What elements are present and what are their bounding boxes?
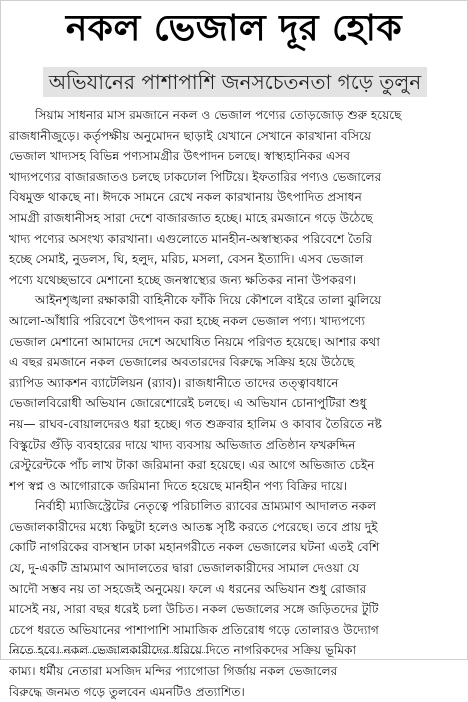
article-line: আলো-আঁধারি পরিবেশে উৎপাদন করা হচ্ছে নকল ভেজাল পণ্য। খাদ্যপণ্যে bbox=[9, 313, 365, 328]
article-line: নয়— রাঘব-বোয়ালদেরও ধরা হচ্ছে। গত শুক্রবার হালিম ও কাবাব তৈরিতে নষ্ট bbox=[9, 416, 382, 431]
article-line: এ বছর রমজানে নকল ভেজালের অবতারদের বিরুদ্ধে সক্রিয় হয়ে উঠেছে bbox=[9, 355, 355, 370]
article-line: রাজধানীজুড়ে। কর্তৃপক্ষীয় অনুমোদন ছাড়াই যেখানে সেখানে কারখানা বসিয়ে bbox=[9, 128, 372, 143]
article-line: বিরুদ্ধে জনমত গড়ে তুলবেন এমনটিও প্রত্যাশিত। bbox=[9, 684, 245, 699]
article-line: খাদ্যপণ্যের বাজারজাতও চলছে ঢাকঢোল পিটিয়ে। ইফতারির পণ্যও ভেজালের bbox=[9, 169, 382, 184]
article-line: বিষমুক্ত থাকছে না। ঈদকে সামনে রেখে নকল কারখানায় উৎপাদিত প্রসাধন bbox=[9, 190, 362, 205]
article-line: হচ্ছে সেমাই, নুডলস, ঘি, হলুদ, মরিচ, মসলা, বেসন ইত্যাদি। এসব ভেজাল bbox=[9, 252, 364, 267]
article-line: চেপে ধরতে অভিযানের পাশাপাশি সামাজিক প্রতিরোধ গড়ে তোলারও উদ্যোগ bbox=[9, 622, 379, 637]
article-line: ভেজাল মেশানো আমাদের দেশে অঘোষিত নিয়মে পরিণত হয়েছে। আশার কথা bbox=[9, 334, 380, 349]
article-line: কোটি নাগরিকের বাসস্থান ঢাকা মহানগরীতে নকল ভেজালের ঘটনা এতই বেশি bbox=[9, 540, 380, 555]
subheadline: অভিযানের পাশাপাশি জনসচেতনতা গড়ে তুলুন bbox=[48, 70, 422, 94]
article-line: নিতে হবে। নকল ভেজালকারীদের ধরিয়ে দিতে নাগরিকদের সক্রিয় ভূমিকা bbox=[9, 643, 357, 658]
clipping-bottom-edge bbox=[9, 652, 209, 659]
article-body bbox=[9, 105, 459, 702]
article-line: আদৌ সম্ভব নয় তা সহজেই অনুমেয়। ফলে এ ধরনের অভিযান শুধু রোজার bbox=[9, 581, 367, 596]
article-line: ভেজালবিরোধী অভিযান জোরেশোরেই চলছে। এ অভিযান চোনাপুটিরা শুধু bbox=[9, 396, 367, 411]
article-line: বিস্কুটের গুঁড়ি ব্যবহারের দায়ে খাদ্য ব্যবসায় অভিজাত প্রতিষ্ঠান ফখরুদ্দিন bbox=[9, 437, 356, 452]
article-line: রেস্টুরেন্টকে পাঁচ লাখ টাকা জরিমানা করা হয়েছে। এর আগে অভিজাত চেইন bbox=[9, 458, 375, 473]
article-line: সামগ্রী রাজধানীসহ সারা দেশে বাজারজাত হচ্ছে। মাহে রমজানে গড়ে উঠেছে bbox=[9, 210, 373, 225]
article-line: সিয়াম সাধনার মাস রমজানে নকল ও ভেজাল পণ্যের তোড়জোড় শুরু হয়েছে bbox=[35, 108, 402, 122]
article-line: খাদ্য পণ্যের অসংখ্য কারখানা। এগুলোতে মানহীন-অস্বাস্থ্যকর পরিবেশে তৈরি bbox=[9, 231, 373, 246]
article-line: মাসেই নয়, সারা বছর ধরেই চলা উচিত। নকল ভেজালের সঙ্গে জড়িতদের টুটি bbox=[9, 602, 379, 617]
article-line: র‌্যাপিড অ্যাকশন ব্যাটেলিয়ন (র‌্যাব)। রাজধানীতে তাদের তত্ত্বাবধানে bbox=[9, 375, 339, 390]
article-line: নির্বাহী ম্যাজিস্ট্রেটের নেতৃত্বে পরিচালিত র‌্যাবের ভ্রাম্যমাণ আদালত নকল bbox=[35, 499, 377, 514]
article-line: কাম্য। ধর্মীয় নেতারা মসজিদ মন্দির প্যাগোডা গির্জায় নকল ভেজালের bbox=[9, 664, 338, 679]
article-line: ভেজাল খাদ্যসহ বিভিন্ন পণ্যসামগ্রীর উৎপাদন চলছে। স্বাস্থ্যহানিকর এসব bbox=[9, 149, 350, 164]
subheadline-banner bbox=[43, 67, 427, 97]
article-line: যে, দু-একটি ভ্রাম্যমাণ আদালতের দ্বারা ভেজালকারীদের সামাল দেওয়া যে bbox=[9, 561, 360, 576]
article-line: আইনশৃঙ্খলা রক্ষাকারী বাহিনীকে ফাঁকি দিয়ে কৌশলে বাইরে তালা ঝুলিয়ে bbox=[35, 293, 382, 308]
article-line: ভেজালকারীদের মধ্যে কিছুটা হলেও আতঙ্ক সৃষ্টি করতে পেরেছে। তবে প্রায় দুই bbox=[9, 519, 378, 534]
article-line: শপ স্বপ্ন ও আগোরাকে জরিমানা দিতে হয়েছে মানহীন পণ্য বিক্রির দায়ে। bbox=[9, 478, 348, 493]
headline: নকল ভেজাল দূর হোক bbox=[65, 8, 403, 49]
article-line: পণ্যে যথেচ্ছভাবে মেশানো হচ্ছে জনস্বাস্থ্যের জন্য ক্ষতিকর নানা উপকরণ। bbox=[9, 272, 357, 287]
